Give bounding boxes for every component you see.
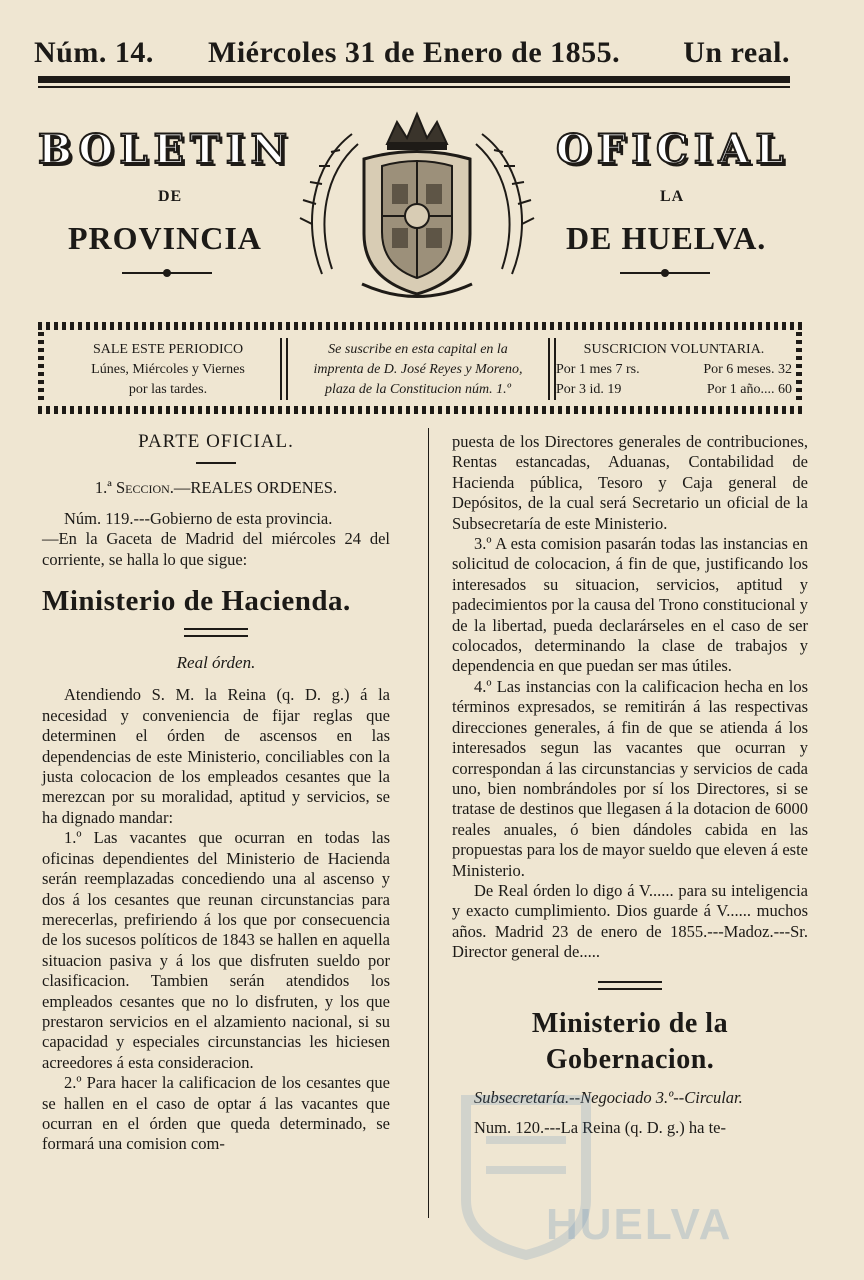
right-column xyxy=(452,432,808,1138)
column-divider xyxy=(548,338,556,400)
header-rule-thick xyxy=(38,76,790,83)
left-column xyxy=(42,432,390,1155)
schedule-line: por las tardes. xyxy=(128,382,208,397)
real-orden-heading: Real órden. xyxy=(176,653,256,673)
ornament-left xyxy=(122,272,212,278)
address-line: Se suscribe en esta capital en la xyxy=(328,342,508,357)
section-heading: PARTE OFICIAL. xyxy=(138,431,294,452)
heading-ornament xyxy=(196,462,236,464)
ministry-title: Ministerio de la Gobernacion. xyxy=(531,1007,729,1075)
schedule-line: SALE ESTE PERIODICO xyxy=(92,342,244,357)
price-item: Por 3 id. 19 xyxy=(556,382,622,397)
prices-title: SUSCRICION VOLUNTARIA. xyxy=(583,342,765,357)
notice-number: Num. 120.---La Reina (q. D. g.) ha te- xyxy=(474,1117,727,1137)
publication-schedule xyxy=(58,340,278,400)
section-subheading: 1.ª Seccion.—REALES ORDENES. xyxy=(94,478,338,498)
ministry-title: Ministerio de Hacienda. xyxy=(42,585,351,618)
notice-intro: —En la Gaceta de Madrid del miércoles 24 del corriente, se halla lo que sigue: xyxy=(42,529,390,569)
price-item: Por 1 mes 7 rs. xyxy=(556,362,640,377)
paragraph: 2.º Para hacer la calificacion de los cesantes que se hallen en el caso de optar á las vacantes que ocurran en el órden que queda determinado, se formará una comision com- xyxy=(42,1073,390,1154)
masthead-provincia: PROVINCIA xyxy=(68,220,262,256)
watermark-text: HUELVA xyxy=(546,1200,733,1249)
price-item: Por 1 año.... 60 xyxy=(706,382,792,397)
issue-date: Miércoles 31 de Enero de 1855. xyxy=(208,36,621,69)
double-rule xyxy=(598,981,662,990)
issue-price: Un real. xyxy=(683,36,790,69)
price-item: Por 6 meses. 32 xyxy=(703,362,792,377)
masthead-de: DE xyxy=(158,188,183,205)
border-top xyxy=(38,322,802,330)
address-line: imprenta de D. José Reyes y Moreno, xyxy=(313,362,523,377)
border-left xyxy=(38,332,44,402)
schedule-line: Lúnes, Miércoles y Viernes xyxy=(91,362,245,377)
ornament-right xyxy=(620,272,710,278)
paragraph: Atendiendo S. M. la Reina (q. D. g.) á la necesidad y conveniencia de fijar reglas que determinen el órden de ascensos en las dependencias de este Ministerio, conciliables con la justa colocacion de los empleados cesantes que la merezcan por su moralidad, aptitud y servicios, se ha dignado mandar: xyxy=(42,685,390,827)
double-rule xyxy=(184,628,248,637)
notice-number: Núm. 119.---Gobierno de esta provincia. xyxy=(64,508,333,528)
subscription-prices xyxy=(556,340,792,400)
masthead-oficial: OFICIAL xyxy=(556,126,790,173)
address-line: plaza de la Constitucion núm. 1.º xyxy=(325,382,511,397)
border-bottom xyxy=(38,406,802,414)
masthead-la: LA xyxy=(660,188,685,205)
column-rule xyxy=(428,428,429,1218)
paragraph: 1.º Las vacantes que ocurran en todas las oficinas dependientes del Ministerio de Hacienda serán reemplazadas concediendo una al ascenso y dos á los cesantes que reunan circunstancias para merecerlas, prefiriendo á los que por consecuencia de los sucesos políticos de 1843 se hallen en aquella situacion pasiva y á los que disfruten sueldo por clasificacion. Tambien serán atendidos los empleados cesantes que no lo disfruten, y los que prestaron servicios en el alzamiento nacional, si su capacidad y especiales circunstancias les hiciesen acreedores á esta consideracion. xyxy=(42,828,390,1072)
masthead-boletin: BOLETIN xyxy=(38,126,294,173)
masthead-huelva: DE HUELVA. xyxy=(566,220,767,256)
paragraph: puesta de los Directores generales de contribuciones, Rentas estancadas, Aduanas, Contabilidad de Hacienda pública, Tesoro y Caja general de Depósitos, de la cual será Secretario un oficial de la Subsecretaría de este Ministerio. xyxy=(452,432,808,533)
subscription-address xyxy=(286,340,550,400)
issue-header xyxy=(34,36,790,76)
issue-number: Núm. 14. xyxy=(34,36,154,69)
border-right xyxy=(796,332,802,402)
paragraph: 4.º Las instancias con la calificacion hecha en los términos expresados, se remitirán á las respectivas direcciones generales, á fin de que se atienda á los interesados segun las vacantes que ocurran y correspondan á las circunstancias y servicios de cada uno, bien nombrándoles por sí los Directores, si se tratase de destinos que llegasen á la dotacion de 6000 reales anuales, ó bien dándoles cabida en las propuestas para los de mayor sueldo que eleven á este Ministerio. xyxy=(452,676,808,880)
paragraph: De Real órden lo digo á V...... para su inteligencia y exacto cumplimiento. Dios guarde á V...... muchos años. Madrid 23 de enero de 1855.---Madoz.---Sr. Director general de..... xyxy=(452,880,808,962)
header-rule-thin xyxy=(38,86,790,88)
royal-coat-of-arms-icon xyxy=(292,104,542,304)
subsecretaria-line: Subsecretaría.--Negociado 3.º--Circular. xyxy=(474,1087,743,1107)
subscription-box xyxy=(38,322,802,414)
paragraph: 3.º A esta comision pasarán todas las instancias en solicitud de colocacion, á fin de que, justificando los interesados su situacion, servicios, aptitud y padecimientos por la causa del Trono constitucional y de la libertad, pueda declarárseles en el caso de ser colocados, determinando la clase de trabajos y dependencia en que puedan ser mas útiles. xyxy=(452,534,808,676)
